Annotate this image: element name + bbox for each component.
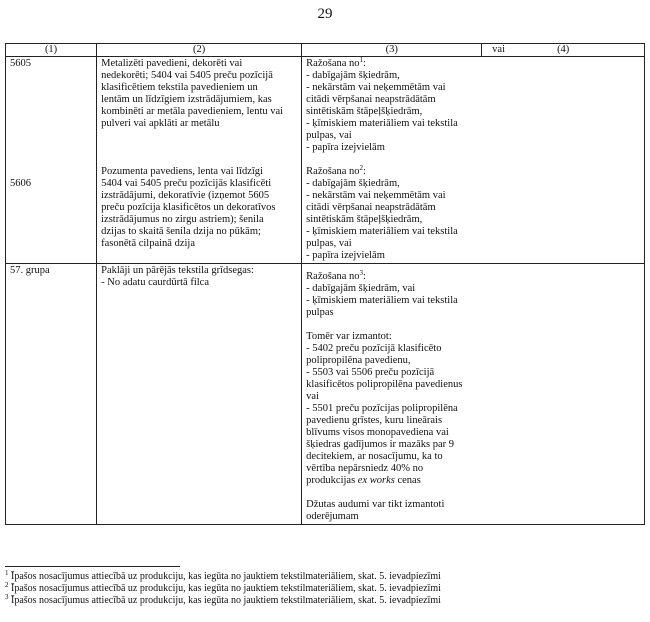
header-col-4: (4) xyxy=(482,44,645,57)
description-line: Paklāji un pārējās tekstila grīdsegas: xyxy=(101,265,254,276)
footnote-divider xyxy=(5,566,180,567)
footnotes xyxy=(5,571,441,607)
description-line: preču pozīcija klasificētos un dekoratīvos xyxy=(101,202,276,213)
however-line: decitekiem, ar nosacījumu, ka to xyxy=(306,451,443,462)
however-line: polipropilēna pavedienu, xyxy=(306,355,411,366)
production-line: - ķīmiskiem materiāliem vai tekstila xyxy=(306,295,458,306)
production-line: - papīra izejvielām xyxy=(306,142,385,153)
heading-code-5605: 5605 xyxy=(10,58,31,69)
jute-line: Džutas audumi var tikt izmantoti xyxy=(306,499,445,510)
description-line: izstrādājumi, dekoratīvie (izņemot 5605 xyxy=(101,190,270,201)
however-line: blīvums visos monopavediena vai xyxy=(306,427,449,438)
however-line: vērtība nepārsniedz 40% no xyxy=(306,463,424,474)
production-line: - dabīgajām šķiedrām, xyxy=(306,178,400,189)
description-line: 5404 vai 5405 preču pozīcijās klasificēti xyxy=(101,178,272,189)
however-line: vai xyxy=(306,391,319,402)
jute-line: oderējumam xyxy=(306,511,359,522)
production-line: - dabīgajām šķiedrām, xyxy=(306,70,400,81)
header-col-1: (1) xyxy=(6,44,97,57)
description-line: kombinēti ar metāla pavedieniem, lentu vai xyxy=(101,106,284,117)
footnote-ref: 3 xyxy=(359,269,364,277)
however-line: - 5503 vai 5506 preču pozīcijā xyxy=(306,367,435,378)
header-col-3 xyxy=(302,44,505,57)
production-heading: Ražošana $no^3$: xyxy=(306,269,366,282)
production-line: citādi vērpšanai neapstrādātām xyxy=(306,202,436,213)
code-cell xyxy=(6,57,97,264)
description-line: pulveri vai apklāti ar metālu xyxy=(101,118,220,129)
however-line: šķiedras gadījumos ir mazāks par 9 xyxy=(306,439,455,450)
production-cell xyxy=(302,57,482,264)
heading-code-5606: 5606 xyxy=(10,178,31,189)
description-line: fasonētā cilpainā dzija xyxy=(101,238,195,249)
description-line: klasificētiem tekstila pavedieniem un xyxy=(101,82,258,93)
production-5605 xyxy=(306,58,478,154)
production-line: - papīra izejvielām xyxy=(306,250,385,261)
footnote-2: $^2$ Īpašos nosacījumus attiecībā uz produkciju, kas iegūta no jauktiem tekstilmateriāliem, skat. 5. ievadpiezīmi xyxy=(5,581,441,594)
description-cell xyxy=(97,264,302,525)
however-line: - 5501 preču pozīcijas polipropilēna xyxy=(306,403,458,414)
table-row-5605-5606 xyxy=(6,57,645,264)
footnote-1: $^1$ Īpašos nosacījumus attiecībā uz produkciju, kas iegūta no jauktiem tekstilmateriāliem, skat. 5. ievadpiezīmi xyxy=(5,569,441,582)
table-row-57 xyxy=(6,264,645,525)
code-cell xyxy=(6,264,97,525)
description-line: Pozumenta pavediens, lenta vai līdzīgi xyxy=(101,166,263,177)
header-or-label: vai xyxy=(492,44,505,55)
production-line: - dabīgajām šķiedrām, vai xyxy=(306,283,416,294)
production-line: sintētiskām štāpeļšķiedrām, xyxy=(306,106,423,117)
production-line: - ķīmiskiem materiāliem vai tekstila xyxy=(306,226,458,237)
description-line: - No adatu caurdūrtā filca xyxy=(101,277,209,288)
description-5605 xyxy=(101,58,297,130)
header-col-3-label: (3) xyxy=(385,44,398,55)
description-line: izstrādājumus no zirgu astriem); šenila xyxy=(101,214,264,225)
footnote-ref: 2 xyxy=(359,164,364,172)
footnote-ref: 1 xyxy=(359,56,364,64)
description-cell xyxy=(97,57,302,264)
production-line: pulpas, vai xyxy=(306,238,352,249)
description-line: dzijas to skaitā šenila dzija no pūkām; xyxy=(101,226,261,237)
production-line: pulpas xyxy=(306,307,334,318)
production-line: sintētiskām štāpeļšķiedrām, xyxy=(306,214,423,225)
heading-code: 57. grupa xyxy=(10,265,50,276)
however-line: pavedienu grīstes, kuru lineārais xyxy=(306,415,443,426)
ex-works-term: ex works xyxy=(357,475,395,486)
production-line: citādi vērpšanai neapstrādātām xyxy=(306,94,436,105)
footnote-3: $^3$ Īpašos nosacījumus attiecībā uz produkciju, kas iegūta no jauktiem tekstilmateriāliem, skat. 5. ievadpiezīmi xyxy=(5,593,441,606)
description-line: Metalizēti pavedieni, dekorēti vai xyxy=(101,58,243,69)
alternative-cell xyxy=(482,264,645,525)
table-header-row xyxy=(6,44,645,57)
alternative-cell xyxy=(482,57,645,264)
production-heading: Ražošana $no^1$: xyxy=(306,56,366,69)
production-line: - nekārstām vai neķemmētām vai xyxy=(306,82,446,93)
production-line: - nekārstām vai neķemmētām vai xyxy=(306,190,446,201)
description-line: nedekorēti; 5404 vai 5405 preču pozīcijā xyxy=(101,70,273,81)
production-line: - ķīmiskiem materiāliem vai tekstila xyxy=(306,118,458,129)
production-cell xyxy=(302,264,482,525)
description-5606 xyxy=(101,166,297,250)
however-line: klasificētos polipropilēna pavedienus xyxy=(306,379,463,390)
rules-table xyxy=(5,43,645,525)
description-line: lentām un līdzīgiem izstrādājumiem, kas xyxy=(101,94,272,105)
production-5606 xyxy=(306,166,478,262)
header-col-2: (2) xyxy=(97,44,302,57)
however-line-last: produkcijas ex works cenas xyxy=(306,475,421,486)
production-line: pulpas, vai xyxy=(306,130,352,141)
however-line: - 5402 preču pozīcijā klasificēto xyxy=(306,343,442,354)
production-heading: Ražošana $no^2$: xyxy=(306,164,366,177)
however-heading: Tomēr var izmantot: xyxy=(306,331,392,342)
page-number: 29 xyxy=(317,6,333,22)
